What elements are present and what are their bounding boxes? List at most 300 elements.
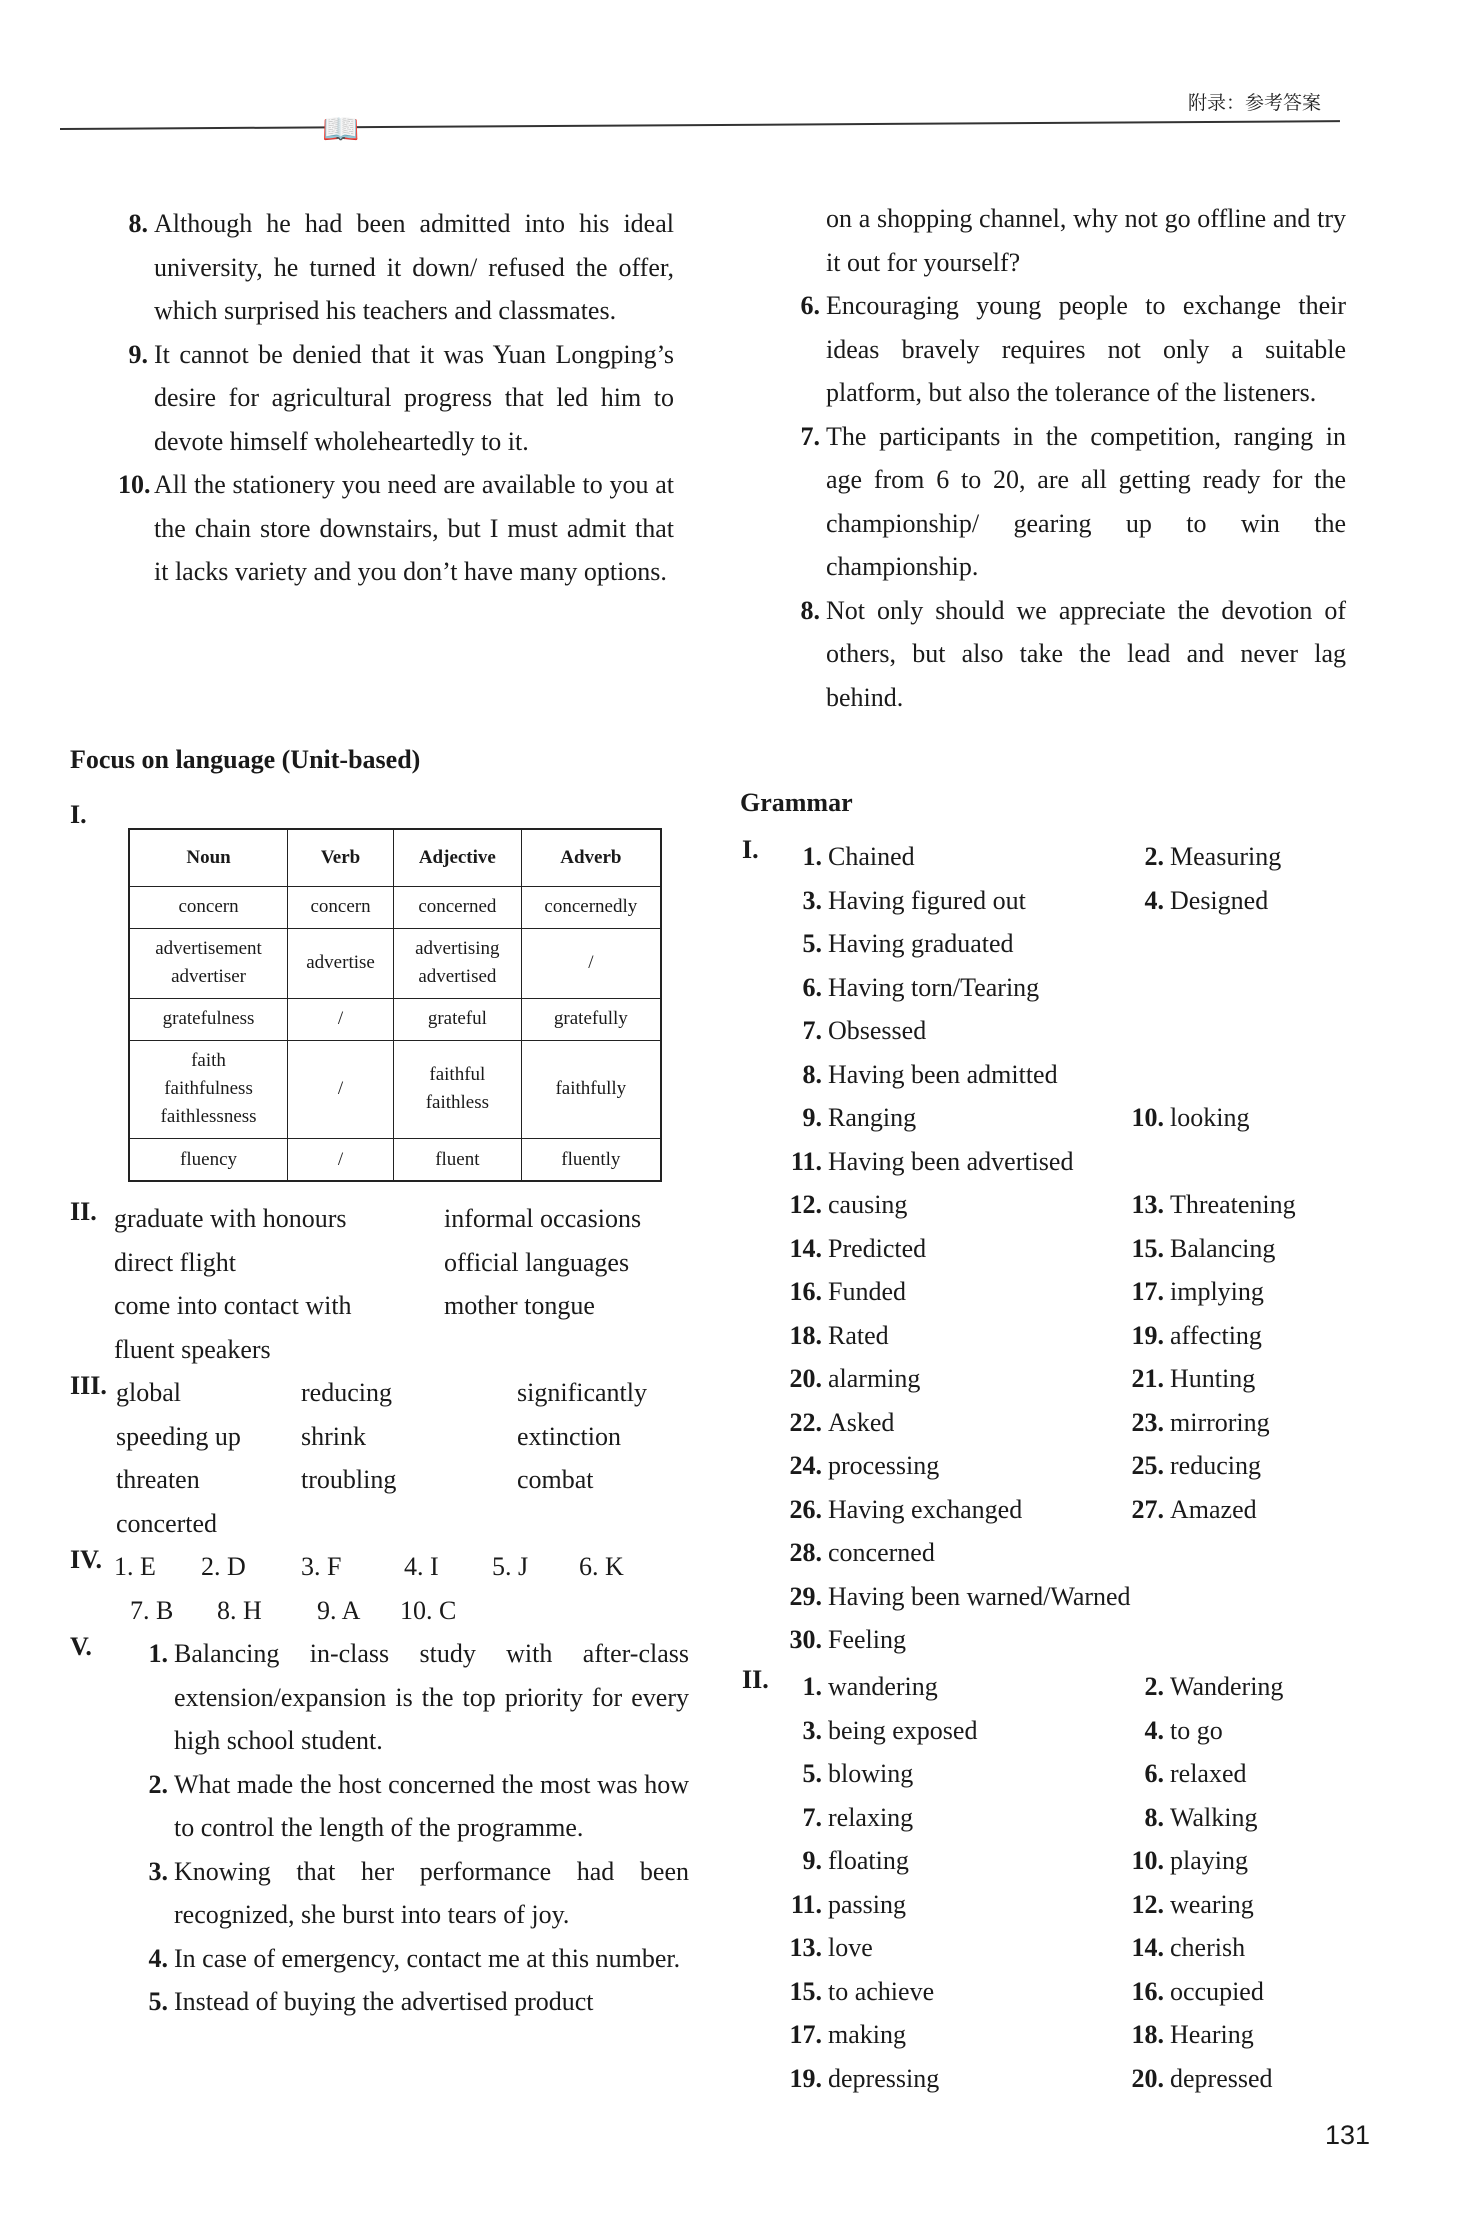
answer-row — [770, 1053, 1350, 1097]
answer-row — [770, 1401, 1350, 1445]
item-text: It cannot be denied that it was Yuan Longping’s desire for agricultural progress that led him to devote himself wholeheartedly to it. — [154, 339, 674, 456]
answer-number: 18. — [1131, 2020, 1164, 2049]
list-item — [134, 1980, 689, 2024]
answer-number: 4. — [1144, 1715, 1164, 1745]
grammar-answer — [770, 1053, 1058, 1097]
grammar-answer — [770, 1357, 920, 1401]
header-divider — [60, 120, 1340, 130]
grammar-answer — [770, 1140, 1073, 1184]
answer-number: 28. — [789, 1538, 822, 1567]
item-number: 8. — [128, 209, 148, 238]
grammar-answer — [770, 1709, 977, 1753]
grammar-answer — [1110, 2013, 1254, 2057]
answer-text: Having been admitted — [828, 1059, 1058, 1089]
answer-text: Balancing — [1170, 1233, 1276, 1263]
answer-text: affecting — [1170, 1320, 1262, 1350]
table-cell — [129, 928, 288, 998]
answer-text: Designed — [1170, 885, 1269, 915]
item-text: Instead of buying the advertised product — [174, 1987, 594, 2016]
answer-number: 9. — [802, 1103, 822, 1132]
table-cell — [288, 998, 394, 1040]
list-item — [134, 1632, 689, 1763]
answer-number: 13. — [789, 1933, 822, 1962]
cell-text: fluent — [435, 1148, 480, 1170]
cell-text: gratefully — [553, 1008, 628, 1030]
answer-row — [116, 1415, 676, 1459]
answer-number: 30. — [789, 1625, 822, 1654]
answer-text: implying — [1170, 1277, 1264, 1306]
answer-text: fluent speakers — [114, 1334, 271, 1364]
answer-number: 2. — [1144, 1672, 1164, 1701]
grammar-answer — [1110, 1488, 1257, 1532]
item-number: 4. — [148, 1943, 168, 1973]
answer-text: 4. I — [404, 1552, 439, 1581]
grammar-answer — [1110, 1665, 1283, 1709]
answer-number: 7. — [802, 1016, 822, 1045]
table-cell — [288, 1139, 394, 1181]
answer-row — [770, 922, 1350, 966]
table-cell — [394, 1040, 522, 1139]
item-text: Not only should we appreciate the devotion of others, but also take the lead and never lag behind. — [826, 595, 1346, 712]
answer-number: 6. — [1144, 1759, 1164, 1788]
answer-row — [770, 1183, 1350, 1227]
part1-label: I. — [70, 800, 87, 829]
answer-row — [770, 835, 1350, 879]
item-number: 2. — [148, 1769, 168, 1799]
table-cell — [521, 998, 661, 1040]
answer-number: 17. — [789, 2020, 822, 2049]
grammar-answer — [1110, 1444, 1261, 1488]
item5-continuation: on a shopping channel, why not go offline and try it out for yourself? — [826, 204, 1346, 277]
table-cell — [129, 887, 288, 929]
answer-row — [770, 966, 1350, 1010]
answer-number: 10. — [1131, 1846, 1164, 1875]
answer-text: speeding up — [116, 1421, 241, 1451]
answer-row — [770, 1709, 1350, 1753]
answer-row — [114, 1589, 674, 1633]
answer-row — [770, 1227, 1350, 1271]
answer-text: to go — [1170, 1715, 1223, 1745]
table-row — [129, 1040, 661, 1139]
table-row — [129, 998, 661, 1040]
answer-row — [770, 1665, 1350, 1709]
answer-text: Having torn/Tearing — [828, 972, 1040, 1002]
answer-number: 24. — [789, 1451, 822, 1480]
answer-number: 2. — [1144, 842, 1164, 871]
grammar-part2-label: II. — [742, 1665, 769, 1694]
table-cell — [288, 928, 394, 998]
cell-text: faith faithfulness faithlessness — [160, 1050, 257, 1128]
part2-phrases — [114, 1197, 674, 1371]
cell-text: advertisement advertiser — [155, 938, 262, 988]
grammar-answer — [1110, 2057, 1273, 2101]
cell-text: concern — [178, 896, 239, 918]
table-cell — [394, 887, 522, 929]
answer-number: 14. — [1131, 1933, 1164, 1962]
answer-text: shrink — [301, 1421, 366, 1451]
answer-text: 2. D — [201, 1552, 246, 1581]
item-text: Knowing that her performance had been recognized, she burst into tears of joy. — [174, 1856, 689, 1929]
grammar-answer — [1110, 1796, 1257, 1840]
answer-number: 11. — [790, 1146, 822, 1176]
item-text: In case of emergency, contact me at this number. — [174, 1943, 681, 1973]
answer-text: Having been warned/Warned — [828, 1581, 1131, 1611]
answer-number: 16. — [789, 1277, 822, 1306]
answer-text: reducing — [301, 1378, 392, 1407]
answer-text: 10. C — [400, 1595, 457, 1625]
grammar-heading: Grammar — [740, 788, 853, 817]
answer-number: 13. — [1131, 1190, 1164, 1219]
answer-text: passing — [828, 1889, 906, 1919]
answer-number: 3. — [802, 885, 822, 915]
answer-text: depressing — [828, 2063, 940, 2093]
grammar-answer — [770, 1444, 939, 1488]
grammar-answer — [770, 879, 1026, 923]
item-text: The participants in the competition, ranging in age from 6 to 20, are all getting ready for the championship/ gearing up to win the championship. — [826, 421, 1346, 581]
grammar-answer — [770, 1183, 907, 1227]
part3-label: III. — [70, 1371, 107, 1400]
answer-text: significantly — [517, 1378, 647, 1407]
answer-text: concerned — [828, 1538, 935, 1567]
item-text: What made the host concerned the most was how to control the length of the programme. — [174, 1769, 689, 1842]
grammar-answer — [770, 1009, 926, 1053]
answer-text: making — [828, 2020, 906, 2049]
answer-text: Chained — [828, 842, 915, 871]
grammar-answer — [770, 1796, 913, 1840]
table-cell — [521, 1040, 661, 1139]
answer-number: 8. — [1144, 1802, 1164, 1832]
cell-text: faithfully — [555, 1078, 627, 1100]
item-number: 9. — [128, 339, 148, 369]
answer-row — [114, 1241, 674, 1285]
table-cell — [288, 887, 394, 929]
answer-row — [770, 1488, 1350, 1532]
word-forms-table — [128, 828, 662, 1182]
grammar-answer — [770, 2057, 939, 2101]
table-cell — [394, 928, 522, 998]
answer-number: 12. — [1131, 1889, 1164, 1919]
column-header: Verb — [288, 829, 394, 887]
answer-row — [770, 1140, 1350, 1184]
answer-text: Measuring — [1170, 842, 1282, 871]
item-number: 8. — [800, 595, 820, 625]
answer-text: 5. J — [492, 1552, 529, 1581]
answer-row — [770, 1096, 1350, 1140]
answer-text: looking — [1170, 1103, 1250, 1132]
answer-row — [770, 1752, 1350, 1796]
cell-text: concern — [310, 896, 371, 918]
grammar-answer — [1110, 879, 1268, 923]
answer-text: graduate with honours — [114, 1204, 347, 1233]
answer-number: 12. — [789, 1190, 822, 1219]
table-cell — [288, 1040, 394, 1139]
part3-words — [116, 1371, 676, 1545]
answer-number: 7. — [802, 1802, 822, 1832]
answer-number: 22. — [789, 1407, 822, 1437]
answer-row — [770, 2013, 1350, 2057]
answer-row — [116, 1458, 676, 1502]
answer-number: 27. — [1131, 1494, 1164, 1524]
answer-number: 4. — [1144, 885, 1164, 915]
grammar-answer — [1110, 1926, 1245, 1970]
answer-number: 18. — [789, 1320, 822, 1350]
grammar-answer — [770, 1227, 926, 1271]
answer-text: floating — [828, 1846, 909, 1875]
grammar-answer — [1110, 1183, 1296, 1227]
answer-number: 26. — [789, 1494, 822, 1524]
answer-number: 29. — [789, 1581, 822, 1611]
part4-answers — [114, 1545, 674, 1632]
answer-number: 3. — [802, 1715, 822, 1745]
cell-text: fluently — [561, 1148, 621, 1170]
grammar-answer — [770, 966, 1039, 1010]
answer-text: Predicted — [828, 1233, 927, 1263]
answer-text: threaten — [116, 1465, 200, 1494]
answer-row — [770, 1883, 1350, 1927]
grammar-answer — [1110, 1401, 1270, 1445]
answer-text: processing — [828, 1451, 940, 1480]
grammar-answer — [770, 1401, 894, 1445]
answer-row — [114, 1284, 674, 1328]
table-cell — [129, 1040, 288, 1139]
answer-row — [770, 1531, 1350, 1575]
cell-text: / — [588, 952, 594, 974]
part5-label: V. — [70, 1632, 92, 1661]
grammar-answer — [1110, 1314, 1262, 1358]
answer-number: 1. — [802, 842, 822, 871]
answer-text: Rated — [828, 1320, 889, 1350]
answer-number: 5. — [802, 1759, 822, 1788]
left-translation-items — [118, 202, 674, 594]
part5-sentences — [134, 1632, 689, 2024]
answer-text: 8. H — [217, 1595, 262, 1625]
answer-row — [770, 879, 1350, 923]
item-number: 1. — [148, 1639, 168, 1668]
table-row — [129, 887, 661, 929]
answer-text: Funded — [828, 1277, 906, 1306]
answer-number: 1. — [802, 1672, 822, 1701]
grammar-answer — [770, 1970, 934, 2014]
grammar-answer — [1110, 835, 1281, 879]
cell-text: fluency — [180, 1148, 238, 1170]
answer-row — [770, 1839, 1350, 1883]
grammar-answer — [770, 1618, 906, 1662]
answer-text: combat — [517, 1465, 594, 1494]
answer-row — [770, 2057, 1350, 2101]
answer-number: 6. — [802, 972, 822, 1002]
list-item — [118, 202, 674, 333]
answer-text: 9. A — [317, 1595, 361, 1625]
grammar-answer — [1110, 1883, 1254, 1927]
answer-row — [770, 1618, 1350, 1662]
answer-text: love — [828, 1933, 873, 1962]
grammar-answer — [1110, 1709, 1223, 1753]
answer-row — [114, 1545, 674, 1589]
answer-row — [770, 1314, 1350, 1358]
list-item — [118, 463, 674, 594]
grammar-answer — [770, 1926, 873, 1970]
answer-text: playing — [1170, 1846, 1248, 1875]
answer-text: Walking — [1170, 1802, 1258, 1832]
book-icon: 📖 — [322, 113, 360, 146]
answer-number: 16. — [1131, 1976, 1164, 2006]
focus-heading: Focus on language (Unit-based) — [70, 745, 421, 774]
answer-text: 6. K — [579, 1552, 624, 1581]
cell-text: concernedly — [544, 896, 638, 918]
answer-text: Hunting — [1170, 1364, 1256, 1393]
answer-number: 14. — [789, 1233, 822, 1263]
item-text: Balancing in-class study with after-class extension/expansion is the top priority for every high school student. — [174, 1639, 689, 1755]
answer-row — [116, 1371, 676, 1415]
grammar-part1-answers — [770, 835, 1350, 1662]
section-title: 附录：参考答案 — [1188, 92, 1322, 114]
answer-text: Having been advertised — [828, 1146, 1074, 1176]
cell-text: / — [337, 1078, 344, 1100]
cell-text: advertise — [306, 952, 375, 974]
answer-text: causing — [828, 1190, 908, 1219]
answer-number: 10. — [1131, 1103, 1164, 1132]
grammar-answer — [770, 2013, 906, 2057]
answer-number: 19. — [1131, 1320, 1164, 1350]
right-translation-items — [790, 284, 1346, 719]
grammar-answer — [770, 922, 1014, 966]
grammar-answer — [770, 835, 915, 879]
answer-number: 15. — [1131, 1233, 1164, 1263]
answer-text: 3. F — [301, 1552, 342, 1581]
table-cell — [394, 998, 522, 1040]
column-header: Noun — [129, 829, 288, 887]
table-cell — [521, 1139, 661, 1181]
grammar-answer — [770, 1575, 1131, 1619]
item-number: 6. — [800, 291, 820, 320]
item-number: 10. — [118, 470, 151, 499]
table-cell — [521, 887, 661, 929]
answer-number: 21. — [1131, 1364, 1164, 1393]
answer-number: 23. — [1131, 1407, 1164, 1437]
answer-text: come into contact with — [114, 1291, 352, 1320]
answer-number: 5. — [802, 929, 822, 958]
answer-text: Wandering — [1170, 1672, 1284, 1701]
grammar-answer — [770, 1270, 906, 1314]
item-text: All the stationery you need are available to you at the chain store downstairs, but I must admit that it lacks variety and you don’t have many options. — [154, 470, 674, 586]
answer-text: Having exchanged — [828, 1494, 1023, 1524]
cell-text: grateful — [427, 1008, 487, 1030]
answer-row — [770, 1970, 1350, 2014]
grammar-answer — [1110, 1357, 1255, 1401]
answer-text: wandering — [828, 1672, 938, 1701]
answer-text: reducing — [1170, 1451, 1261, 1480]
answer-text: Hearing — [1170, 2020, 1254, 2049]
answer-text: Asked — [828, 1407, 895, 1437]
answer-text: Obsessed — [828, 1016, 927, 1045]
right-continuation — [826, 197, 1346, 284]
grammar-answer — [770, 1752, 913, 1796]
answer-number: 15. — [789, 1976, 822, 2006]
answer-text: wearing — [1170, 1889, 1254, 1919]
answer-text: Having graduated — [828, 929, 1014, 958]
cell-text: faithful faithless — [425, 1064, 490, 1114]
item-number: 5. — [148, 1987, 168, 2016]
grammar-answer — [770, 1839, 909, 1883]
cell-text: concerned — [418, 896, 497, 918]
answer-row — [114, 1328, 674, 1372]
answer-text: Ranging — [828, 1103, 917, 1132]
answer-number: 20. — [789, 1364, 822, 1393]
list-item — [790, 415, 1346, 589]
list-item — [134, 1850, 689, 1937]
grammar-part1-label: I. — [742, 835, 759, 864]
answer-text: to achieve — [828, 1976, 935, 2006]
part2-label: II. — [70, 1197, 97, 1226]
item-number: 3. — [148, 1856, 168, 1886]
grammar-answer — [770, 1314, 889, 1358]
answer-row — [770, 1357, 1350, 1401]
answer-number: 20. — [1131, 2063, 1164, 2093]
answer-row — [114, 1197, 674, 1241]
answer-text: 1. E — [114, 1552, 156, 1581]
grammar-answer — [1110, 1839, 1248, 1883]
list-item — [790, 284, 1346, 415]
answer-row — [770, 1270, 1350, 1314]
part4-label: IV. — [70, 1545, 103, 1574]
cell-text: / — [337, 1008, 344, 1030]
table-cell — [129, 998, 288, 1040]
page-number: 131 — [1325, 2120, 1371, 2150]
column-header: Adjective — [394, 829, 522, 887]
answer-text: depressed — [1170, 2063, 1273, 2093]
answer-text: 7. B — [130, 1595, 174, 1625]
answer-row — [770, 1009, 1350, 1053]
cell-text: gratefulness — [162, 1008, 255, 1030]
answer-text: occupied — [1170, 1976, 1264, 2006]
answer-text: official languages — [444, 1247, 630, 1277]
list-item — [790, 589, 1346, 720]
item-text: Although he had been admitted into his ideal university, he turned it down/ refused the offer, which surprised his teachers and classmates. — [154, 209, 674, 325]
cell-text: advertising advertised — [415, 938, 500, 988]
table-row — [129, 928, 661, 998]
answer-text: direct flight — [114, 1247, 237, 1277]
answer-text: blowing — [828, 1759, 914, 1788]
answer-text: concerted — [116, 1508, 218, 1538]
answer-text: relaxed — [1170, 1759, 1247, 1788]
item-number: 7. — [800, 421, 820, 451]
item-text: Encouraging young people to exchange their ideas bravely requires not only a suitable platform, but also the tolerance of the listeners. — [826, 291, 1346, 407]
answer-row — [116, 1502, 676, 1546]
column-header: Adverb — [521, 829, 661, 887]
list-item — [134, 1937, 689, 1981]
answer-text: being exposed — [828, 1715, 978, 1745]
grammar-answer — [1110, 1970, 1264, 2014]
grammar-answer — [1110, 1752, 1247, 1796]
table-cell — [394, 1139, 522, 1181]
table-row — [129, 1139, 661, 1181]
answer-text: cherish — [1170, 1933, 1246, 1962]
answer-text: Threatening — [1170, 1190, 1296, 1219]
answer-text: relaxing — [828, 1802, 914, 1832]
answer-text: mother tongue — [444, 1291, 595, 1320]
grammar-answer — [770, 1665, 938, 1709]
grammar-part2-answers — [770, 1665, 1350, 2100]
list-item — [118, 333, 674, 464]
list-item — [134, 1763, 689, 1850]
answer-text: alarming — [828, 1364, 921, 1393]
grammar-answer — [770, 1096, 916, 1140]
answer-text: extinction — [517, 1421, 621, 1451]
grammar-answer — [1110, 1096, 1249, 1140]
answer-text: mirroring — [1170, 1407, 1270, 1437]
answer-number: 11. — [790, 1889, 822, 1919]
answer-number: 19. — [789, 2063, 822, 2093]
